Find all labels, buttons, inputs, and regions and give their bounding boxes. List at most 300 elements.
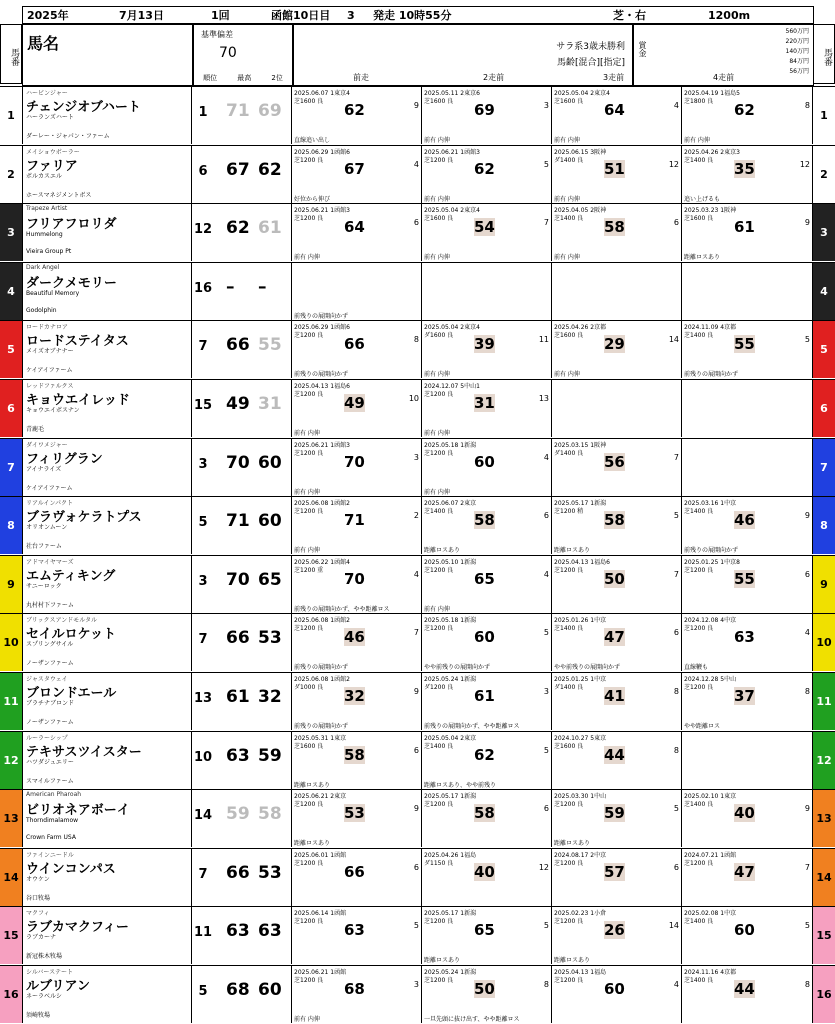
past-race-comment: 前有 内伸 [424,371,450,379]
rank-value: 7 [198,632,208,648]
horse-row [0,848,835,906]
race-info-header [292,24,634,86]
sire-name: Dark Angel [26,263,60,271]
past-race-course: 芝1400 良 [424,742,454,750]
gate-number-right: 9 [813,556,835,613]
horse-row [0,262,835,320]
past-race-course: 芝1600 良 [684,215,714,223]
second-rating: 53 [258,628,282,649]
past-race-comment: 前残りの展開向かず [294,664,349,672]
past-race-4 [682,439,813,496]
dam-name: ボルカスエル [26,172,63,180]
past-race-2 [422,614,552,671]
past-race-4 [682,87,813,144]
past-race-4 [682,321,813,378]
dam-name: オリオンムーン [26,524,68,532]
past-race-comment: 一旦先頭に抜け出す、やや距離ロス [424,1016,520,1023]
past-race-rating: 71 [344,511,365,530]
past-race-3 [552,907,682,964]
second-rating: – [258,276,267,297]
past-race-1 [292,439,422,496]
past-race-2 [422,849,552,906]
past-race-rating: 70 [344,569,365,588]
past-race-rating: 60 [474,452,495,471]
past-race-4 [682,907,813,964]
horse-column-header [22,24,194,86]
horse-name[interactable]: ブラヴォケラトプス [26,510,142,526]
horse-row [0,555,835,613]
past-race-place: 8 [413,335,419,345]
past-race-date: 2024.11.16 4京都 [684,969,737,976]
horse-row [0,438,835,496]
past-race-date: 2025.03.30 1中山 [554,793,607,801]
past-race-rating: 29 [604,335,625,354]
rank-value: 5 [198,984,208,999]
gate-number-right: 7 [813,439,835,496]
dam-name: スプリングサイル [26,641,74,649]
past-race-date: 2025.06.07 1東京4 [294,90,350,97]
past-race-comment: 距離ロスあり [554,840,591,848]
rating-box [192,907,292,964]
past-race-place: 9 [804,804,810,814]
rating-box [192,380,292,437]
past-race-course: 芝1400 良 [424,508,454,516]
past-race-comment: 前有 内伸 [424,430,450,437]
past-race-2 [422,146,552,203]
past-race-comment: 前残りの展開向かず、やや距離ロス [424,723,520,730]
horse-row [0,145,835,203]
gate-number-left: 8 [0,497,22,554]
past-race-course: ダ1400 良 [554,156,584,164]
rating-box [192,614,292,671]
past-race-course: ダ1200 良 [424,684,454,691]
past-race-place: 8 [804,687,810,696]
rating-box [192,204,292,261]
past-race-1 [292,673,422,730]
dam-name: ラブカーナ [26,934,56,942]
gate-number-right: 1 [813,87,835,144]
horse-name[interactable]: セイルロケット [26,627,116,643]
past-race-rating: 61 [734,218,755,237]
horse-name[interactable]: ウインコンパス [26,861,116,877]
past-race-comment: 前残りの展開向かず [294,371,349,379]
rank-value: 3 [198,456,208,472]
best-rating: – [226,276,235,297]
rank-value: 12 [194,222,213,238]
past-race-rating: 51 [604,159,625,178]
horse-name[interactable]: ルブリアン [26,979,90,994]
past-race-rating: 62 [474,745,495,764]
horse-name[interactable]: フィリグラン [26,451,103,467]
past-race-date: 2025.04.13 1福島6 [554,558,610,566]
breeder-name: Vieira Group Pt [26,248,72,256]
gate-number-left: 11 [0,673,22,730]
past-race-comment: 前残りの展開向かず [684,547,739,555]
rank-value: 13 [194,691,213,706]
past-race-place: 7 [804,862,810,872]
past-race-comment: 追い上げるも [684,195,721,203]
past-race-comment: 前有 内伸 [554,137,580,144]
past-race-course: 芝1600 良 [294,98,324,105]
past-race-place: 6 [413,745,419,755]
past-race-place: 4 [413,569,419,579]
race-class: サラ系3歳未勝利 [556,42,625,52]
past-race-date: 2025.06.22 1函館4 [294,558,350,566]
past-race-2 [422,790,552,847]
gate-number-right: 3 [813,204,835,261]
gate-number-left: 15 [0,907,22,964]
past-race-4 [682,966,813,1023]
rating-box [192,849,292,906]
past-race-rating: 37 [734,687,755,705]
horse-name[interactable]: フリアフロリダ [26,217,117,233]
best-rating: 63 [226,921,250,942]
past-race-3 [552,204,682,261]
past-race-comment: 前有 内伸 [554,195,580,203]
past-race-date: 2024.07.21 1函館 [684,851,737,859]
breeder-name: 社台ファーム [26,543,62,551]
past-race-rating: 59 [604,804,625,823]
past-race-place: 9 [413,804,419,814]
past-race-course: 芝1200 良 [294,156,324,164]
sire-name: ジャスタウェイ [26,676,68,683]
past-race-date: 2024.11.09 4京都 [684,324,737,332]
horse-info [22,849,192,906]
past-race-comment: 前残りの展開向かず [684,371,739,379]
past-race-4 [682,380,813,437]
past-race-rating: 69 [474,101,495,119]
horse-name[interactable]: ビリオネアボーイ [26,803,130,819]
horse-info [22,263,192,320]
horse-row [0,672,835,730]
rating-col-labels [193,73,293,83]
best-label: 最高 [237,74,252,82]
gate-number-right: 15 [813,907,835,964]
breeder-name: ホースマネジメントボス [26,191,92,199]
past-race-place: 4 [413,159,419,169]
past-race-date: 2025.06.01 1函館 [294,851,347,859]
past-race-course: 芝1200 良 [294,625,324,633]
horse-name[interactable]: チェンジオブハート [26,100,141,115]
past-race-rating: 46 [734,511,755,530]
gate-number-left: 9 [0,556,22,613]
gate-number-left: 7 [0,439,22,496]
horse-row [0,613,835,671]
second-rating: 53 [258,862,282,883]
bamei-label: 馬名 [27,34,60,53]
past-race-rating: 65 [474,921,495,940]
gate-number-left: 5 [0,321,22,378]
second-label: 2位 [271,74,283,82]
past-race-course: 芝1200 良 [554,977,584,984]
past-race-rating: 65 [474,569,495,588]
past-race-date: 2025.06.29 1函館6 [294,324,350,332]
past-race-date: 2024.10.27 5東京 [554,734,607,742]
horse-name[interactable]: キョウエイレッド [26,393,130,408]
past-race-date: 2025.06.29 1函館6 [294,148,350,156]
second-rating: 63 [258,921,282,942]
past-race-date: 2025.04.19 1福島5 [684,90,740,97]
past-race-date: 2025.05.10 1新潟 [424,558,477,566]
past-race-date: 2025.06.15 3阪神 [554,148,607,156]
past-race-rating: 50 [474,980,495,998]
gate-number-left: 3 [0,204,22,261]
horse-row [0,320,835,378]
past-race-course: 芝1600 良 [554,742,584,750]
past-race-place: 7 [413,628,419,638]
gate-number-left: 6 [0,380,22,437]
past-race-comment: 好位から伸び [294,195,331,203]
past-race-comment: 前有 内伸 [554,371,580,379]
best-rating: 71 [226,511,250,532]
dam-name: サニーロック [26,582,62,590]
past-race-place: 5 [673,511,679,521]
past-race-1 [292,204,422,261]
rank-value: 14 [194,808,213,824]
gate-number-right: 16 [813,966,835,1023]
gate-number-left: 14 [0,849,22,906]
past-race-place: 5 [543,628,549,638]
horse-name[interactable]: ダークメモリー [26,275,117,291]
rating-box [192,439,292,496]
past-race-course: ダ1150 良 [424,859,454,867]
rank-value: 16 [194,280,213,296]
past-race-place: 4 [543,452,549,462]
horse-info [22,439,192,496]
past-race-place: 3 [543,687,549,696]
past-race-rating: 55 [734,335,755,354]
past-race-course: 芝1200 良 [684,684,714,691]
past-race-2 [422,497,552,554]
past-race-2 [422,907,552,964]
past-race-course: 芝1200 良 [294,332,324,340]
past-race-date: 2025.05.11 2東京6 [424,90,480,97]
breeder-name: 新冠株木牧場 [26,953,63,961]
race-year: 2025年 [27,9,69,22]
sire-name: ファインニードル [26,851,74,859]
past-race-place: 8 [804,980,810,989]
past-race-rating: 47 [734,862,755,881]
past-race-rating: 54 [474,218,495,237]
horse-info [22,732,192,789]
past-race-date: 2025.06.21 1函館3 [424,148,480,156]
past-race-comment: やや距離ロス [684,723,721,730]
past-race-course: 芝1200 良 [294,391,324,398]
breeder-name: ノーザンファーム [26,660,74,668]
horse-info [22,380,192,437]
race-track: 芝・右 [613,9,646,22]
horse-info [22,204,192,261]
past-race-date: 2025.06.21 1函館 [294,969,347,976]
horse-name[interactable]: ロードステイタス [26,334,129,350]
sire-name: ブリックスアンドモルタル [26,617,97,625]
past-race-course: ダ1000 良 [294,684,324,691]
past-race-course: 芝1600 良 [424,215,454,223]
best-rating: 66 [226,335,250,356]
past-race-date: 2025.05.24 1新潟 [424,969,477,976]
dam-name: Beautiful Memory [26,289,80,297]
horse-name[interactable]: テキサスツイスター [26,744,142,760]
prize-list [786,27,809,77]
horse-name[interactable]: ラブカマクフィー [26,920,129,936]
past-race-date: 2025.04.26 1福島 [424,851,477,859]
horse-name[interactable]: エムティキング [26,568,116,584]
past-race-date: 2024.12.07 5中山1 [424,383,480,390]
past-race-date: 2025.05.04 2東京4 [424,207,480,215]
past-race-rating: 64 [344,218,365,237]
horse-name[interactable]: ブロンドエール [26,686,117,701]
past-race-comment: 前有 内伸 [294,254,320,262]
past-race-date: 2025.06.08 1函館2 [294,617,350,625]
past-race-place: 8 [673,687,679,696]
past-race-4 [682,790,813,847]
past-race-date: 2024.12.28 5中山 [684,676,737,683]
past-race-comment: 直線追い出し [294,137,331,144]
race-time: 発走 10時55分 [373,9,452,22]
past-race-comment: 前有 内伸 [424,137,450,144]
past-race-rating: 26 [604,921,625,940]
past-race-1 [292,497,422,554]
past-race-1 [292,849,422,906]
prize-1: 560万円 [785,28,809,35]
prize-2: 220万円 [785,38,809,45]
past-race-comment: 前有 内伸 [294,488,320,496]
past-race-rating: 66 [344,862,365,881]
gate-number-right: 13 [813,790,835,847]
past-race-date: 2025.01.25 1中京 [554,676,607,683]
best-rating: 62 [226,218,250,239]
past-race-rating: 63 [344,921,365,940]
sire-name: メイショウボーラー [26,148,80,156]
horse-row [0,203,835,261]
horse-row [0,86,835,144]
past-race-place: 13 [538,394,549,403]
race-place: 函館10日目 [271,9,331,22]
past-race-rating: 32 [344,687,365,705]
second-rating: 31 [258,394,282,414]
past-race-course: 芝1200 良 [424,801,454,809]
breeder-name: ノーザンファーム [26,719,74,726]
past-race-place: 5 [673,804,679,814]
past-race-date: 2025.06.21 1函館3 [294,441,350,449]
horse-info [22,497,192,554]
past-race-course: 芝1400 良 [684,332,714,340]
past-race-4 [682,263,813,320]
sire-name: リアルインパクト [26,500,74,508]
past-race-place: 12 [668,159,679,169]
past-race-1 [292,907,422,964]
umaban-label-right: 馬番 [813,24,835,84]
best-rating: 61 [226,687,250,707]
past-race-date: 2025.05.04 2東京4 [424,324,480,332]
gate-number-left: 10 [0,614,22,671]
past-race-course: 芝1400 良 [684,977,714,984]
past-race-place: 5 [804,921,810,931]
horse-info [22,614,192,671]
dam-name: キョウエイボスナン [26,407,80,414]
past-race-date: 2025.04.05 2阪神 [554,207,607,215]
rating-box [192,321,292,378]
best-rating: 68 [226,980,250,1000]
sire-name: アドマイヤマーズ [26,558,74,566]
best-rating: 49 [226,394,250,414]
rank-value: 6 [198,163,208,179]
dam-name: アイナライズ [26,465,62,473]
past-race-comment: 前残りの展開向かず、やや距離ロス [294,605,390,613]
past4-label: 4走前 [713,73,735,82]
rank-label: 順位 [203,74,218,82]
past-race-3 [552,497,682,554]
gate-number-left: 1 [0,87,22,144]
sire-name: ハービンジャー [26,90,68,97]
past-race-place: 7 [673,452,679,462]
past-race-course: 芝1600 良 [554,332,584,340]
horse-row [0,379,835,437]
past-race-rating: 53 [344,804,365,823]
past-race-rating: 41 [604,687,625,705]
past-race-rating: 56 [604,452,625,471]
past-race-rating: 49 [344,394,365,412]
past-race-rating: 70 [344,452,365,471]
past-race-course: 芝1200 良 [424,566,454,574]
past-race-comment: 前有 内伸 [294,547,320,555]
past-race-date: 2025.04.13 1福島6 [294,383,350,390]
past-race-place: 7 [673,569,679,579]
past-race-place: 8 [673,745,679,755]
rating-box [192,966,292,1023]
past-race-date: 2025.01.25 1中京8 [684,558,740,566]
past-race-date: 2025.06.14 1函館 [294,910,347,918]
past-race-2 [422,732,552,789]
gate-number-right: 4 [813,263,835,320]
past-race-date: 2025.05.17 1新潟 [424,793,477,801]
past-race-comment: 距離ロスあり [424,547,461,555]
past-race-3 [552,849,682,906]
best-rating: 70 [226,569,250,590]
race-header [22,6,814,24]
past-race-4 [682,673,813,730]
past-race-course: 芝1400 良 [684,801,714,809]
past-race-date: 2025.06.08 1函館2 [294,676,350,683]
horse-info [22,790,192,847]
past-race-course: 芝1800 良 [684,98,714,105]
horse-row [0,965,835,1023]
past-race-rating: 44 [604,745,625,764]
horse-info [22,321,192,378]
past-race-course: 芝1200 良 [424,391,454,398]
past-race-date: 2025.01.26 1中京 [554,617,607,625]
past-race-place: 5 [413,921,419,931]
past1-label: 前走 [353,73,369,82]
past-race-4 [682,732,813,789]
horse-name[interactable]: ファリア [26,158,78,174]
past-race-rating: 58 [344,745,365,764]
past-race-course: 芝1400 良 [684,156,714,164]
past-race-place: 9 [804,511,810,521]
past-race-place: 14 [668,335,679,345]
past-race-place: 9 [413,101,419,110]
gate-number-left: 13 [0,790,22,847]
past-race-place: 6 [673,862,679,872]
horse-row [0,496,835,554]
past-race-place: 9 [413,687,419,696]
past-race-rating: 63 [734,628,755,647]
second-rating: 58 [258,804,282,825]
past-race-rating: 57 [604,862,625,881]
horse-info [22,673,192,730]
past-race-1 [292,146,422,203]
past-race-course: 芝1200 良 [424,449,454,457]
